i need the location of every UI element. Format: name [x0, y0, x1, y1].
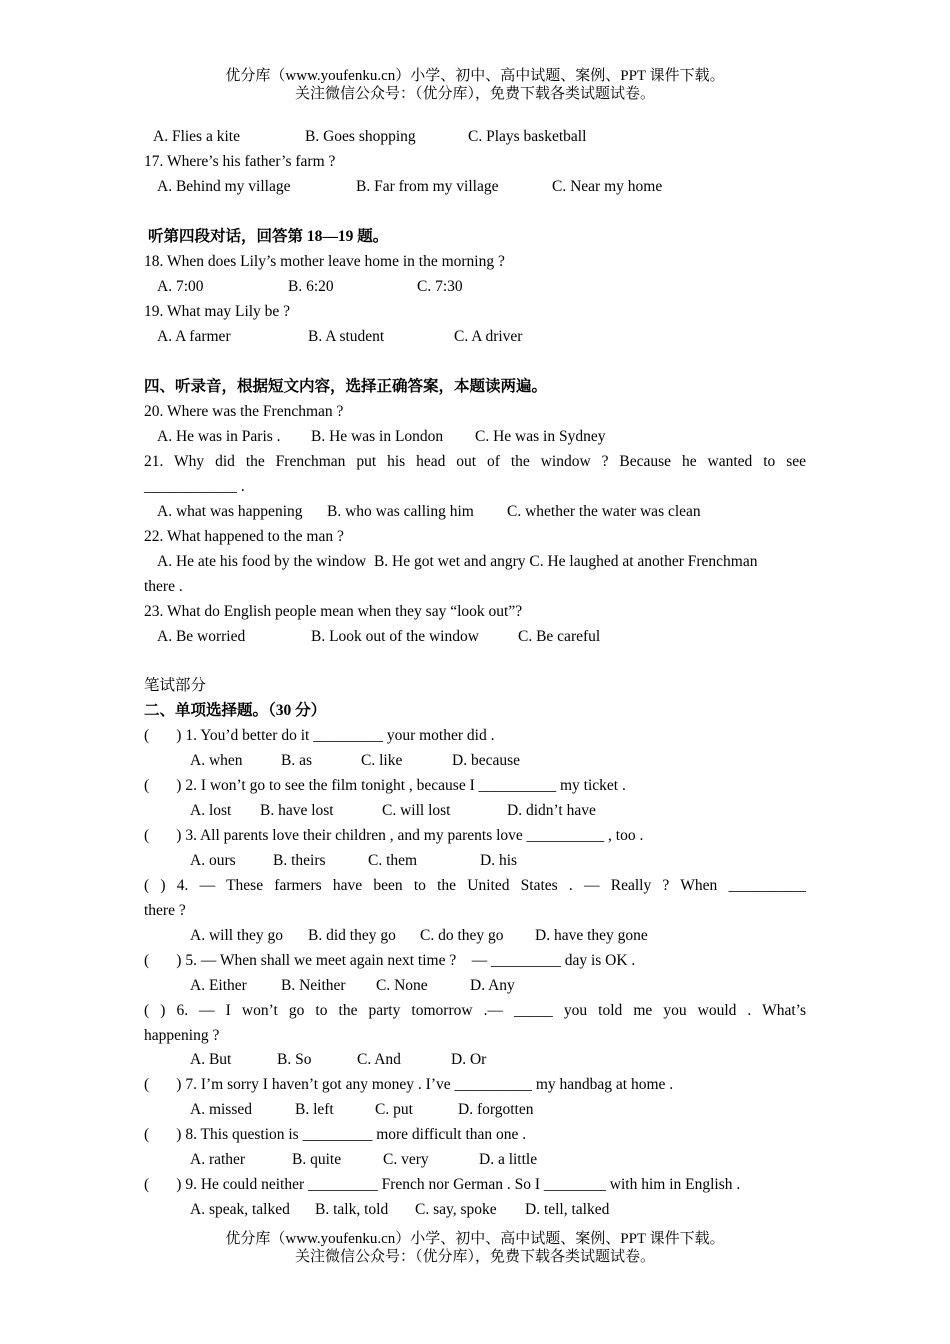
- mc-1-option-c: C. like: [361, 752, 403, 769]
- mc-5-option-b: B. Neither: [281, 977, 346, 994]
- q19-option-c: C. A driver: [454, 328, 523, 345]
- q19-option-b: B. A student: [308, 328, 385, 345]
- mc-4-option-d: D. have they gone: [535, 927, 648, 944]
- q20-question: 20. Where was the Frenchman ?: [144, 403, 344, 420]
- mc-4-stem-line-2: there ?: [144, 902, 186, 919]
- section-2-heading: 二、单项选择题。（30 分）: [144, 702, 327, 719]
- mc-6-option-b: B. So: [277, 1051, 312, 1068]
- mc-2-option-a: A. lost: [190, 802, 232, 819]
- mc-5-option-d: D. Any: [470, 977, 515, 994]
- q19-option-a: A. A farmer: [157, 328, 231, 345]
- mc-7-option-b: B. left: [295, 1101, 334, 1118]
- q23-question: 23. What do English people mean when they say “look out”?: [144, 603, 523, 620]
- mc-6-option-a: A. But: [190, 1051, 232, 1068]
- q23-option-b: B. Look out of the window: [311, 628, 479, 645]
- q21-option-c: C. whether the water was clean: [507, 503, 701, 520]
- header-line-2: 关注微信公众号：（优分库），免费下载各类试题试卷。: [294, 86, 655, 102]
- mc-9-option-c: C. say, spoke: [415, 1201, 497, 1218]
- mc-2-option-c: C. will lost: [382, 802, 451, 819]
- mc-2-option-b: B. have lost: [260, 802, 334, 819]
- mc-4-option-a: A. will they go: [190, 927, 283, 944]
- mc-5-option-a: A. Either: [190, 977, 247, 994]
- q20-option-c: C. He was in Sydney: [475, 428, 606, 445]
- mc-7-option-d: D. forgotten: [458, 1101, 534, 1118]
- mc-2-option-d: D. didn’t have: [507, 802, 596, 819]
- mc-6-stem: ( ) 6. — I won’t go to the party tomorrow .— _____ you told me you would . What’s: [144, 1002, 806, 1019]
- mc-9-option-d: D. tell, talked: [525, 1201, 610, 1218]
- q20-option-a: A. He was in Paris .: [157, 428, 281, 445]
- q21-question-line-1: 21. Why did the Frenchman put his head out of the window ? Because he wanted to see: [144, 453, 806, 470]
- written-part-heading: 笔试部分: [144, 677, 207, 694]
- mc-3-option-c: C. them: [368, 852, 418, 869]
- mc-9-stem: ( ) 9. He could neither _________ French nor German . So I ________ with him in English .: [144, 1176, 741, 1193]
- mc-6-option-c: C. And: [357, 1051, 401, 1068]
- q17-option-c: C. Near my home: [552, 178, 663, 195]
- mc-9-option-a: A. speak, talked: [190, 1201, 290, 1218]
- footer-line-1: 优分库（www.youfenku.cn）小学、初中、高中试题、案例、PPT 课件下载。: [225, 1231, 725, 1247]
- q18-question: 18. When does Lily’s mother leave home in the morning ?: [144, 253, 505, 270]
- mc-1-option-b: B. as: [281, 752, 312, 769]
- mc-7-option-a: A. missed: [190, 1101, 252, 1118]
- header-line-1: 优分库（www.youfenku.cn）小学、初中、高中试题、案例、PPT 课件下载。: [225, 68, 725, 84]
- mc-4-option-b: B. did they go: [308, 927, 396, 944]
- section-dialog-4: 听第四段对话，回答第 18—19 题。: [148, 228, 389, 245]
- mc-8-option-d: D. a little: [479, 1151, 538, 1168]
- mc-1-option-d: D. because: [452, 752, 520, 769]
- mc-3-option-b: B. theirs: [273, 852, 326, 869]
- mc-8-option-a: A. rather: [190, 1151, 246, 1168]
- mc-9-option-b: B. talk, told: [315, 1201, 389, 1218]
- q17-option-a: A. Behind my village: [157, 178, 291, 195]
- mc-1-stem: ( ) 1. You’d better do it _________ your mother did .: [144, 727, 495, 744]
- mc-3-stem: ( ) 3. All parents love their children , and my parents love __________ , too .: [144, 827, 644, 844]
- mc-7-stem: ( ) 7. I’m sorry I haven’t got any money . I’ve __________ my handbag at home .: [144, 1076, 674, 1093]
- q17-option-b: B. Far from my village: [356, 178, 499, 195]
- q18-option-b: B. 6:20: [288, 278, 334, 295]
- q16-option-b: B. Goes shopping: [305, 128, 416, 145]
- q18-option-a: A. 7:00: [157, 278, 204, 295]
- q22-options-line-2: there .: [144, 578, 183, 595]
- mc-8-option-c: C. very: [383, 1151, 429, 1168]
- section-4-heading: 四、听录音，根据短文内容，选择正确答案，本题读两遍。: [144, 378, 548, 395]
- q23-option-c: C. Be careful: [518, 628, 601, 645]
- q16-option-a: A. Flies a kite: [153, 128, 240, 145]
- q21-option-b: B. who was calling him: [327, 503, 474, 520]
- mc-5-stem: ( ) 5. — When shall we meet again next time ? — _________ day is OK .: [144, 952, 636, 969]
- mc-6-option-d: D. Or: [451, 1051, 487, 1068]
- mc-7-option-c: C. put: [375, 1101, 413, 1118]
- q18-option-c: C. 7:30: [417, 278, 463, 295]
- q23-option-a: A. Be worried: [157, 628, 246, 645]
- q17-question: 17. Where’s his father’s farm ?: [144, 153, 336, 170]
- mc-8-stem: ( ) 8. This question is _________ more difficult than one .: [144, 1126, 527, 1143]
- mc-2-stem: ( ) 2. I won’t go to see the film tonight , because I __________ my ticket .: [144, 777, 626, 794]
- mc-3-option-a: A. ours: [190, 852, 236, 869]
- mc-1-option-a: A. when: [190, 752, 243, 769]
- mc-3-option-d: D. his: [480, 852, 518, 869]
- q21-option-a: A. what was happening: [157, 503, 303, 520]
- q22-question: 22. What happened to the man ?: [144, 528, 344, 545]
- mc-4-option-c: C. do they go: [420, 927, 504, 944]
- q16-option-c: C. Plays basketball: [468, 128, 587, 145]
- mc-5-option-c: C. None: [376, 977, 428, 994]
- footer-line-2: 关注微信公众号：（优分库），免费下载各类试题试卷。: [294, 1249, 655, 1265]
- q22-options-line-1: A. He ate his food by the window B. He got wet and angry C. He laughed at another Frenchman: [157, 553, 758, 570]
- mc-8-option-b: B. quite: [292, 1151, 342, 1168]
- mc-6-stem-line-2: happening ?: [144, 1027, 220, 1044]
- q19-question: 19. What may Lily be ?: [144, 303, 291, 320]
- q21-question-line-2: ____________ .: [144, 478, 245, 495]
- q20-option-b: B. He was in London: [311, 428, 444, 445]
- mc-4-stem: ( ) 4. — These farmers have been to the United States . — Really ? When __________: [144, 877, 806, 894]
